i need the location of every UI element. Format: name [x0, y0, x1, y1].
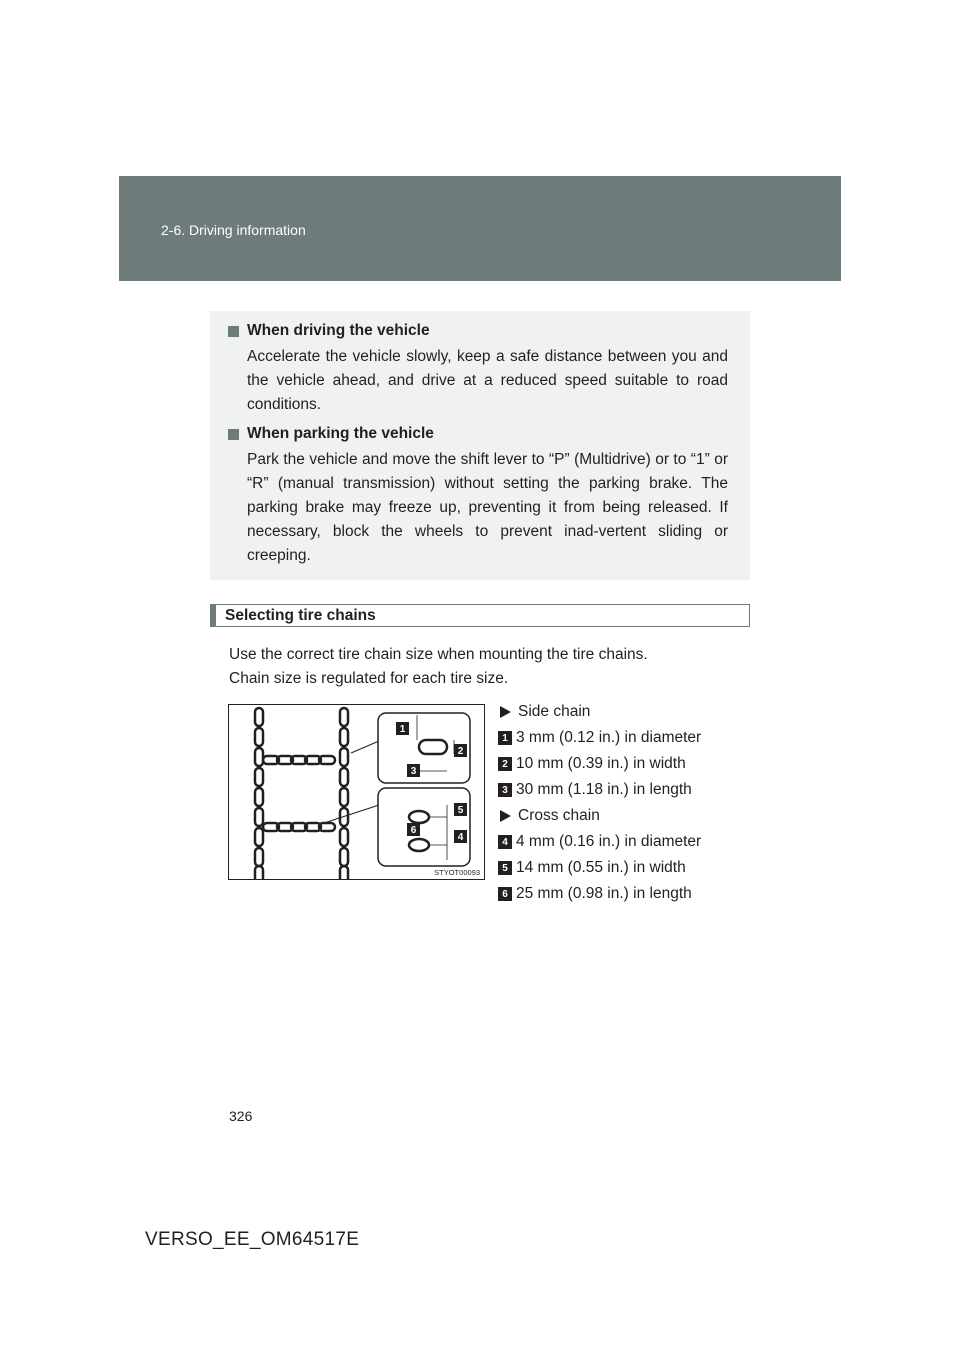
- spec-item: 6 25 mm (0.98 in.) in length: [498, 881, 758, 907]
- callout-4: 4: [457, 832, 464, 843]
- tire-chain-illustration: [229, 705, 484, 879]
- document-code: VERSO_EE_OM64517E: [145, 1229, 360, 1250]
- section-title-text: Selecting tire chains: [225, 606, 376, 624]
- number-badge: 4: [498, 835, 512, 849]
- info-heading: When parking the vehicle: [247, 425, 434, 442]
- callout-3: 3: [410, 766, 417, 777]
- left-side-chain: [255, 708, 263, 879]
- number-badge: 1: [498, 731, 512, 745]
- triangle-bullet-icon: [500, 706, 511, 718]
- callout-1: 1: [399, 724, 406, 735]
- info-item-driving: [228, 320, 728, 417]
- number-badge: 3: [498, 783, 512, 797]
- square-bullet-icon: [228, 326, 239, 337]
- header-bar: [119, 176, 841, 281]
- spec-item: 2 10 mm (0.39 in.) in width: [498, 751, 758, 777]
- spec-group-side: Side chain: [498, 699, 758, 725]
- section-title: [210, 604, 750, 627]
- section-breadcrumb: 2-6. Driving information: [161, 222, 306, 238]
- spec-list: [498, 699, 758, 907]
- info-body: Accelerate the vehicle slowly, keep a safe distance between you and the vehicle ahead, and drive at a reduced speed suitable to road conditions.: [247, 348, 728, 413]
- number-badge: 5: [498, 861, 512, 875]
- title-accent-bar: [211, 605, 216, 626]
- spec-item: 5 14 mm (0.55 in.) in width: [498, 855, 758, 881]
- square-bullet-icon: [228, 429, 239, 440]
- callout-2: 2: [457, 746, 464, 757]
- section-intro: [229, 643, 749, 691]
- page-number: 326: [229, 1108, 253, 1124]
- number-badge: 6: [498, 887, 512, 901]
- spec-group-cross: Cross chain: [498, 803, 758, 829]
- spec-item: 1 3 mm (0.12 in.) in diameter: [498, 725, 758, 751]
- triangle-bullet-icon: [500, 810, 511, 822]
- spec-item: 3 30 mm (1.18 in.) in length: [498, 777, 758, 803]
- right-side-chain: [340, 708, 348, 879]
- cross-chain-lower: [263, 823, 335, 831]
- figure-code: STYOT00093: [434, 868, 480, 877]
- intro-line-1: Use the correct tire chain size when mounting the tire chains.: [229, 646, 648, 663]
- callout-6: 6: [410, 825, 417, 836]
- info-heading: When driving the vehicle: [247, 322, 430, 339]
- spec-item: 4 4 mm (0.16 in.) in diameter: [498, 829, 758, 855]
- callout-5: 5: [457, 805, 464, 816]
- number-badge: 2: [498, 757, 512, 771]
- tire-chain-figure: [228, 704, 485, 880]
- info-item-parking: [228, 423, 728, 568]
- cross-chain-upper: [263, 756, 335, 764]
- info-body: Park the vehicle and move the shift lever to “P” (Multidrive) or to “1” or “R” (manual transmission) without setting the parking brake. The parking brake may freeze up, preventing it from being released. If necessary, block the wheels to prevent inad-vertent sliding or creeping.: [247, 451, 728, 564]
- intro-line-2: Chain size is regulated for each tire size.: [229, 670, 509, 687]
- info-box: [210, 311, 750, 580]
